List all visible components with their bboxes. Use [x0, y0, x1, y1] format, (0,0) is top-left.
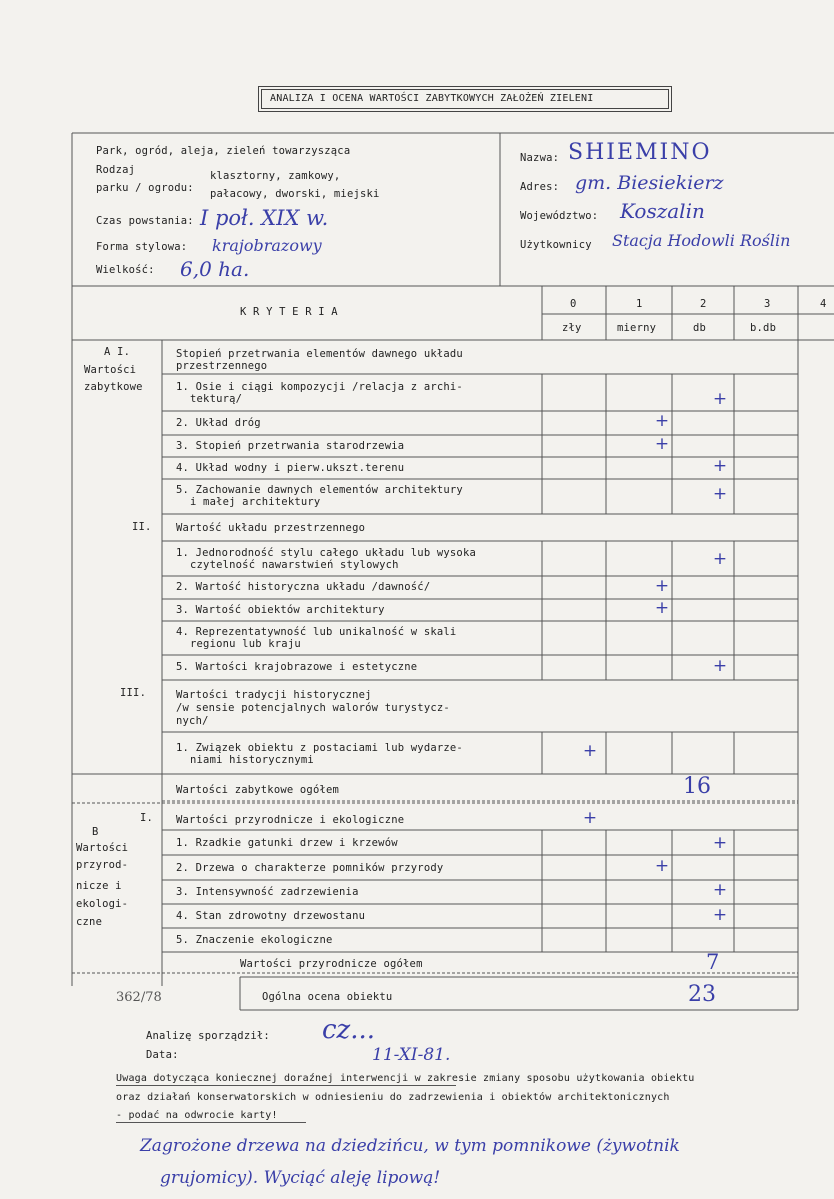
overall-label: Ogólna ocena obiektu	[262, 991, 393, 1003]
handwritten-note-1: Zagrożone drzewa na dziedzińcu, w tym pomnikowe (żywotnik	[140, 1136, 680, 1156]
nazwa-label: Nazwa:	[520, 152, 560, 164]
grade-mark: +	[712, 833, 728, 853]
row-a2-1-line2: czytelność nawarstwień stylowych	[190, 559, 399, 571]
section-b-side-5: czne	[76, 916, 103, 928]
rodzaj-label: Rodzaj	[96, 164, 136, 176]
grade-mark: +	[654, 598, 670, 618]
section-b-side-3: nicze i	[76, 880, 122, 892]
iii-heading-2: /w sensie potencjalnych walorów turystycz-	[176, 702, 450, 714]
scale-label-2: db	[693, 322, 707, 334]
row-a1-3: 3. Stopień przetrwania starodrzewia	[176, 440, 405, 452]
scale-num-2: 2	[700, 298, 707, 310]
date-value: 11-XI-81.	[372, 1045, 451, 1065]
forma-label: Forma stylowa:	[96, 241, 188, 253]
grade-mark: +	[654, 411, 670, 431]
row-a2-4-line2: regionu lub kraju	[190, 638, 301, 650]
b-heading: Wartości przyrodnicze i ekologiczne	[176, 814, 405, 826]
grade-mark: +	[712, 549, 728, 569]
kryteria-heading: K R Y T E R I A	[240, 306, 338, 318]
a-total-value: 16	[683, 774, 711, 799]
row-a1-4: 4. Układ wodny i pierw.ukszt.terenu	[176, 462, 405, 474]
forma-value: krajobrazowy	[212, 236, 322, 255]
scale-num-4: 4	[820, 298, 827, 310]
wielkosc-value: 6,0 ha.	[180, 257, 250, 281]
grade-mark: +	[712, 389, 728, 409]
section-iii-label: III.	[120, 687, 147, 699]
section-a-side-1: Wartości	[84, 364, 137, 376]
row-a1-2: 2. Układ dróg	[176, 417, 261, 429]
grade-mark: +	[582, 808, 598, 828]
uwaga-line-3: - podać na odwrocie karty!	[116, 1110, 278, 1121]
ii-heading: Wartość układu przestrzennego	[176, 522, 366, 534]
rodzaj-options-2: pałacowy, dworski, miejski	[210, 188, 380, 200]
wielkosc-label: Wielkość:	[96, 264, 155, 276]
uzyt-value: Stacja Hodowli Roślin	[612, 231, 791, 250]
czas-label: Czas powstania:	[96, 215, 194, 227]
grade-mark: +	[654, 856, 670, 876]
a-total-label: Wartości zabytkowe ogółem	[176, 784, 340, 796]
row-a1-1-line1: 1. Osie i ciągi kompozycji /relacja z archi-	[176, 381, 463, 393]
scale-label-0: zły	[562, 322, 582, 334]
row-a2-3: 3. Wartość obiektów architektury	[176, 604, 385, 616]
grade-mark: +	[712, 905, 728, 925]
section-b-label: I.	[140, 812, 154, 824]
overall-value: 23	[688, 982, 716, 1007]
scale-num-1: 1	[636, 298, 643, 310]
row-b-1: 1. Rzadkie gatunki drzew i krzewów	[176, 837, 398, 849]
grade-mark: +	[712, 456, 728, 476]
scale-label-1: mierny	[617, 322, 657, 334]
row-a1-5-line2: i małej architektury	[190, 496, 321, 508]
section-b-side-4: ekologi-	[76, 898, 129, 910]
scale-num-3: 3	[764, 298, 771, 310]
row-b-4: 4. Stan zdrowotny drzewostanu	[176, 910, 366, 922]
section-b-side-0: B	[92, 826, 99, 838]
row-b-2: 2. Drzewa o charakterze pomników przyrody	[176, 862, 444, 874]
adres-label: Adres:	[520, 181, 560, 193]
iii-heading-3: nych/	[176, 715, 209, 727]
scale-num-0: 0	[570, 298, 577, 310]
archive-stamp: 362/78	[116, 990, 162, 1005]
section-b-side-2: przyrod-	[76, 859, 129, 871]
b-total-label: Wartości przyrodnicze ogółem	[240, 958, 423, 970]
section-a-side-2: zabytkowe	[84, 381, 143, 393]
section-b-side-1: Wartości	[76, 842, 129, 854]
grade-mark: +	[654, 576, 670, 596]
row-b-5: 5. Znaczenie ekologiczne	[176, 934, 333, 946]
rodzaj-options-1: klasztorny, zamkowy,	[210, 170, 341, 182]
data-label: Data:	[146, 1049, 179, 1061]
signature: cz...	[322, 1015, 376, 1045]
grade-mark: +	[712, 484, 728, 504]
section-ii-label: II.	[132, 521, 152, 533]
row-b-3: 3. Intensywność zadrzewienia	[176, 886, 359, 898]
scale-label-3: b.db	[750, 322, 777, 334]
section-a-label: A I.	[104, 346, 131, 358]
uwaga-line-1: Uwaga dotycząca koniecznej doraźnej interwencji w zakresie zmiany sposobu użytkowania obiektu	[116, 1073, 695, 1084]
row-a2-5: 5. Wartości krajobrazowe i estetyczne	[176, 661, 418, 673]
handwritten-note-2: grujomicy). Wyciąć aleję lipową!	[160, 1168, 441, 1188]
grade-mark: +	[712, 880, 728, 900]
uzyt-label: Użytkownicy	[520, 239, 592, 251]
b-total-value: 7	[706, 950, 720, 974]
uwaga-underline-2	[116, 1122, 306, 1123]
row-a3-1-line1: 1. Związek obiektu z postaciami lub wydarze-	[176, 742, 463, 754]
a1-heading-2: przestrzennego	[176, 360, 268, 372]
row-a1-5-line1: 5. Zachowanie dawnych elementów architektury	[176, 484, 463, 496]
woj-label: Województwo:	[520, 210, 599, 222]
a1-heading-1: Stopień przetrwania elementów dawnego układu	[176, 348, 463, 360]
analize-label: Analizę sporządził:	[146, 1030, 270, 1042]
uwaga-underline-1	[116, 1085, 456, 1086]
woj-value: Koszalin	[620, 199, 705, 223]
park-type-line: Park, ogród, aleja, zieleń towarzysząca	[96, 145, 351, 157]
row-a3-1-line2: niami historycznymi	[190, 754, 314, 766]
czas-value: I poł. XIX w.	[200, 206, 329, 230]
uwaga-line-2: oraz działań konserwatorskich w odniesieniu do zadrzewienia i obiektów architektonicznych	[116, 1092, 670, 1103]
grade-mark: +	[582, 741, 598, 761]
grade-mark: +	[654, 434, 670, 454]
grade-mark: +	[712, 656, 728, 676]
row-a2-1-line1: 1. Jednorodność stylu całego układu lub wysoka	[176, 547, 476, 559]
adres-value: gm. Biesiekierz	[575, 172, 724, 194]
row-a2-2: 2. Wartość historyczna układu /dawność/	[176, 581, 431, 593]
row-a1-1-line2: tekturą/	[190, 393, 243, 405]
page-title: ANALIZA I OCENA WARTOŚCI ZABYTKOWYCH ZAŁOŻEŃ ZIELENI	[270, 93, 594, 104]
nazwa-value: SHIEMINO	[568, 140, 712, 165]
parku-label: parku / ogrodu:	[96, 182, 194, 194]
row-a2-4-line1: 4. Reprezentatywność lub unikalność w skali	[176, 626, 457, 638]
iii-heading-1: Wartości tradycji historycznej	[176, 689, 372, 701]
